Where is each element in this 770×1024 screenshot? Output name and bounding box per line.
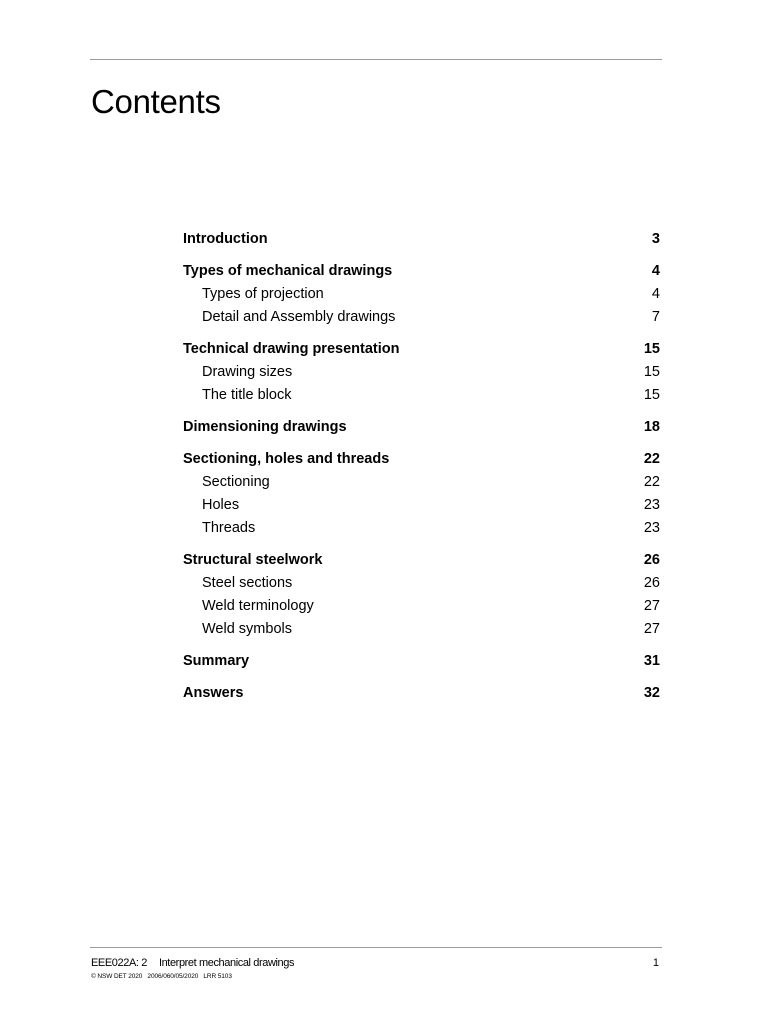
toc-section [183, 650, 660, 673]
toc-subentry-title: Detail and Assembly drawings [202, 309, 396, 325]
toc-section [183, 682, 660, 705]
toc-entry-page: 3 [651, 231, 660, 247]
toc-entry-heading[interactable] [183, 338, 660, 361]
toc-subentry-page: 27 [643, 598, 660, 614]
toc-entry-title: Sectioning, holes and threads [183, 451, 390, 467]
toc-entry-page: 4 [651, 263, 660, 279]
toc-section [183, 260, 660, 329]
toc-subentry-page: 23 [643, 520, 660, 536]
toc-section [183, 448, 660, 540]
toc-section [183, 416, 660, 439]
toc-entry-heading[interactable] [183, 260, 660, 283]
footer-module-title: Interpret mechanical drawings [158, 957, 295, 969]
toc-entry-subitem[interactable] [183, 517, 660, 540]
toc-entry-title: Technical drawing presentation [183, 341, 400, 357]
toc-entry-subitem[interactable] [183, 283, 660, 306]
toc-entry-subitem[interactable] [183, 572, 660, 595]
toc-entry-title: Answers [183, 685, 244, 701]
top-rule [90, 59, 662, 60]
toc-entry-subitem[interactable] [183, 384, 660, 407]
toc-entry-heading[interactable] [183, 549, 660, 572]
toc-subentry-page: 27 [643, 621, 660, 637]
toc-subentry-title: Holes [202, 497, 240, 513]
toc-subentry-title: The title block [202, 387, 292, 403]
toc-entry-page: 31 [643, 653, 660, 669]
footer-rule [90, 947, 662, 948]
toc-entry-heading[interactable] [183, 416, 660, 439]
toc-entry-title: Structural steelwork [183, 552, 323, 568]
footer-module-code: EEE022A: 2 [91, 957, 147, 969]
toc-entry-page: 32 [643, 685, 660, 701]
toc-entry-subitem[interactable] [183, 306, 660, 329]
toc-subentry-title: Steel sections [202, 575, 293, 591]
toc-subentry-page: 23 [643, 497, 660, 513]
toc-entry-subitem[interactable] [183, 618, 660, 641]
toc-section [183, 228, 660, 251]
toc-section [183, 549, 660, 641]
footer-copyright: © NSW DET 2020 2006/060/05/2020 LRR 5103 [91, 973, 232, 980]
toc-entry-heading[interactable] [183, 228, 660, 251]
toc-subentry-title: Threads [202, 520, 256, 536]
toc-entry-page: 22 [643, 451, 660, 467]
toc-entry-page: 26 [643, 552, 660, 568]
toc-entry-title: Summary [183, 653, 250, 669]
toc-entry-subitem[interactable] [183, 595, 660, 618]
toc-entry-heading[interactable] [183, 682, 660, 705]
toc-subentry-page: 15 [643, 364, 660, 380]
toc-subentry-title: Sectioning [202, 474, 270, 490]
toc-entry-title: Dimensioning drawings [183, 419, 347, 435]
toc-entry-page: 18 [643, 419, 660, 435]
footer-module [91, 955, 294, 971]
page-title: Contents [91, 83, 221, 120]
toc-entry-heading[interactable] [183, 448, 660, 471]
toc-subentry-page: 4 [651, 286, 660, 302]
table-of-contents [183, 228, 660, 714]
toc-subentry-title: Drawing sizes [202, 364, 293, 380]
toc-entry-title: Types of mechanical drawings [183, 263, 393, 279]
toc-entry-heading[interactable] [183, 650, 660, 673]
toc-section [183, 338, 660, 407]
toc-subentry-page: 26 [643, 575, 660, 591]
toc-subentry-page: 15 [643, 387, 660, 403]
toc-subentry-title: Types of projection [202, 286, 324, 302]
toc-subentry-page: 7 [651, 309, 660, 325]
toc-entry-subitem[interactable] [183, 361, 660, 384]
toc-subentry-title: Weld symbols [202, 621, 292, 637]
toc-entry-page: 15 [643, 341, 660, 357]
toc-entry-subitem[interactable] [183, 494, 660, 517]
toc-subentry-title: Weld terminology [202, 598, 314, 614]
toc-subentry-page: 22 [643, 474, 660, 490]
toc-entry-title: Introduction [183, 231, 268, 247]
toc-entry-subitem[interactable] [183, 471, 660, 494]
footer-page-number: 1 [652, 957, 659, 969]
